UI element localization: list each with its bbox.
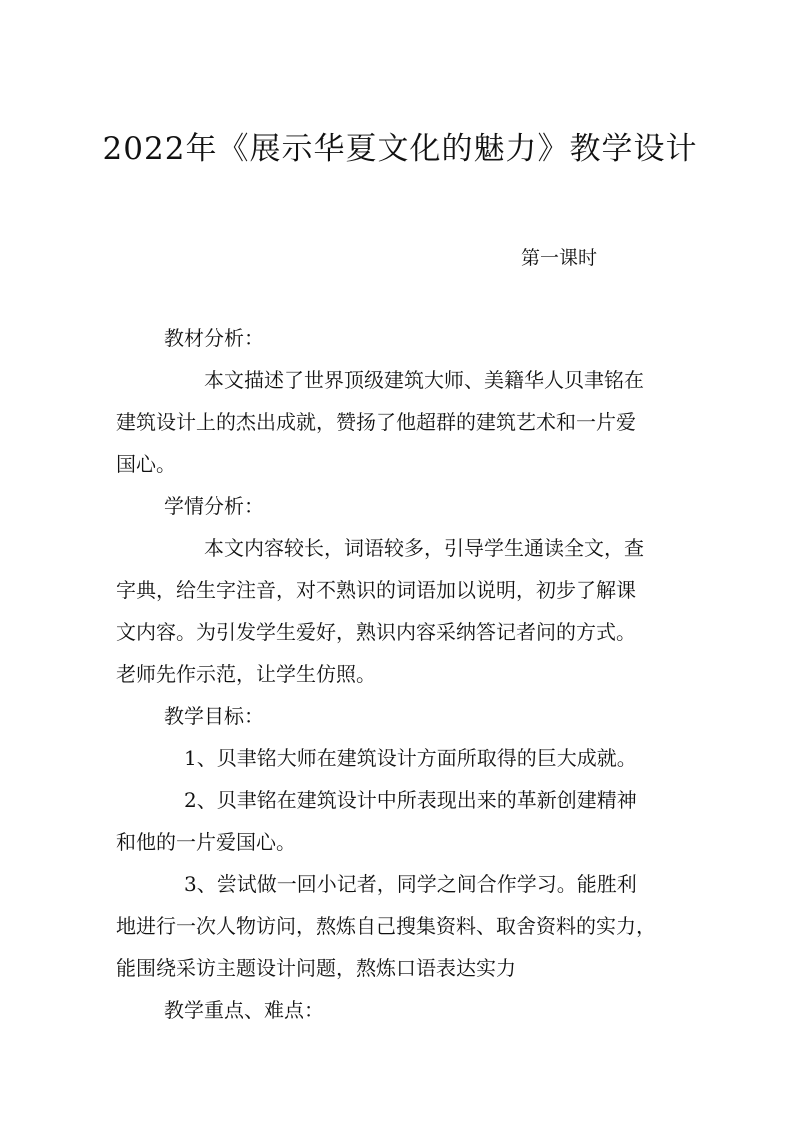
paragraph-line: 本文描述了世界顶级建筑大师、美籍华人贝聿铭在	[204, 368, 644, 392]
paragraph-line: 和他的一片爱国心。	[116, 830, 296, 854]
document-title: 2022年《展示华夏文化的魅力》教学设计	[102, 131, 698, 167]
section-heading-learning: 学情分析：	[164, 494, 264, 518]
paragraph-line: 能围绕采访主题设计问题，熬炼口语表达实力	[116, 956, 516, 980]
section-heading-materials: 教材分析：	[164, 326, 264, 350]
paragraph-line: 建筑设计上的杰出成就，赞扬了他超群的建筑艺术和一片爱	[116, 410, 636, 434]
section-heading-keypoints: 教学重点、难点：	[164, 998, 324, 1022]
section-heading-goals: 教学目标：	[164, 704, 264, 728]
goal-item-3: 3、尝试做一回小记者，同学之间合作学习。能胜利	[184, 872, 637, 896]
paragraph-line: 老师先作示范，让学生仿照。	[116, 662, 376, 686]
paragraph-line: 文内容。为引发学生爱好，熟识内容采纳答记者问的方式。	[116, 620, 636, 644]
goal-item-1: 1、贝聿铭大师在建筑设计方面所取得的巨大成就。	[184, 746, 637, 770]
document-body	[116, 317, 692, 1031]
lesson-period: 第一课时	[521, 247, 598, 269]
paragraph-line: 国心。	[116, 452, 176, 476]
paragraph-line: 本文内容较长，词语较多，引导学生通读全文，查	[204, 536, 644, 560]
paragraph-line: 字典，给生字注音，对不熟识的词语加以说明，初步了解课	[116, 578, 636, 602]
goal-item-2: 2、贝聿铭在建筑设计中所表现出来的革新创建精神	[184, 788, 637, 812]
paragraph-line: 地进行一次人物访问，熬炼自己搜集资料、取舍资料的实力，	[116, 914, 656, 938]
